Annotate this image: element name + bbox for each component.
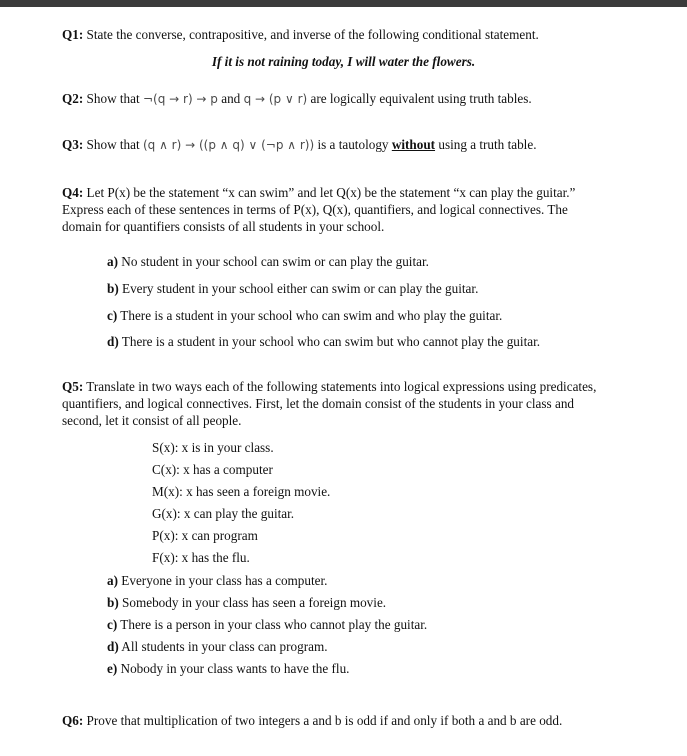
question-5-item-d (107, 638, 627, 655)
question-3-text-post: using a truth table. (435, 137, 537, 152)
question-2-expression-2: q → (p ∨ r) (243, 92, 308, 106)
question-1-statement: If it is not raining today, I will water the flowers. (211, 54, 476, 69)
item-text: Everyone in your class has a computer. (118, 573, 328, 588)
question-4-line-3: domain for quantifiers consists of all students in your school. (62, 219, 385, 234)
item-label: d) (107, 334, 119, 349)
question-4-item-d (107, 333, 627, 350)
item-text: There is a person in your class who cannot play the guitar. (117, 617, 428, 632)
question-5-line-2: quantifiers, and logical connectives. First, let the domain consist of the students in your class and (62, 396, 575, 411)
question-4-number: Q4: (62, 185, 84, 200)
question-3-emphasis: without (391, 137, 436, 152)
predicate-definition: S(x): x is in your class. (152, 440, 274, 455)
predicate-definition: G(x): x can play the guitar. (152, 506, 295, 521)
item-text: There is a student in your school who can swim and who play the guitar. (117, 308, 503, 323)
item-label: a) (107, 573, 118, 588)
question-5 (62, 378, 632, 395)
question-2-text-pre: Show that (83, 91, 143, 106)
question-3-expression: (q ∧ r) → ((p ∧ q) ∨ (¬p ∧ r)) (142, 138, 315, 152)
item-label: b) (107, 281, 119, 296)
question-2-text-post: are logically equivalent using truth tables. (307, 91, 532, 106)
item-text: Nobody in your class wants to have the flu. (117, 661, 350, 676)
question-1-number: Q1: (62, 27, 84, 42)
item-text: Somebody in your class has seen a foreign movie. (118, 595, 387, 610)
predicate-definition: P(x): x can program (152, 528, 258, 543)
item-text: All students in your class can program. (118, 639, 328, 654)
question-1-text: State the converse, contrapositive, and inverse of the following conditional statement. (83, 27, 539, 42)
question-3-number: Q3: (62, 137, 84, 152)
item-label: c) (107, 617, 118, 632)
question-4-line-2: Express each of these sentences in terms of P(x), Q(x), quantifiers, and logical connectives. The (62, 202, 568, 217)
question-3 (62, 136, 632, 154)
question-5-item-e (107, 660, 627, 677)
item-label: b) (107, 595, 119, 610)
question-4-line-1: Let P(x) be the statement “x can swim” and let Q(x) be the statement “x can play the guitar.” (83, 185, 576, 200)
item-text: No student in your school can swim or can play the guitar. (118, 254, 429, 269)
item-label: d) (107, 639, 119, 654)
question-5-item-a (107, 572, 627, 589)
question-4-item-b (107, 280, 627, 297)
question-5-item-b (107, 594, 627, 611)
question-5-item-c (107, 616, 627, 633)
question-6-number: Q6: (62, 713, 84, 728)
predicate-definition: F(x): x has the flu. (152, 550, 250, 565)
item-label: e) (107, 661, 118, 676)
item-label: a) (107, 254, 118, 269)
question-3-text-mid: is a tautology (314, 137, 392, 152)
item-label: c) (107, 308, 118, 323)
question-5-number: Q5: (62, 379, 84, 394)
question-2 (62, 90, 632, 108)
question-3-text-pre: Show that (83, 137, 143, 152)
item-text: There is a student in your school who can swim but who cannot play the guitar. (118, 334, 541, 349)
predicate-definition: C(x): x has a computer (152, 462, 273, 477)
question-5-line-3: second, let it consist of all people. (62, 413, 242, 428)
question-2-text-mid: and (217, 91, 244, 106)
question-4 (62, 184, 632, 201)
question-6 (62, 712, 662, 729)
question-5-line-1: Translate in two ways each of the following statements into logical expressions using predicates, (83, 379, 597, 394)
question-4-item-c (107, 307, 627, 324)
item-text: Every student in your school either can swim or can play the guitar. (118, 281, 479, 296)
question-6-text: Prove that multiplication of two integers a and b is odd if and only if both a and b are odd. (83, 713, 563, 728)
question-2-number: Q2: (62, 91, 84, 106)
viewer-top-bar (0, 0, 687, 7)
question-2-expression-1: ¬(q → r) → p (142, 92, 218, 106)
question-4-item-a (107, 253, 627, 270)
question-1 (62, 26, 632, 43)
predicate-definition: M(x): x has seen a foreign movie. (152, 484, 331, 499)
